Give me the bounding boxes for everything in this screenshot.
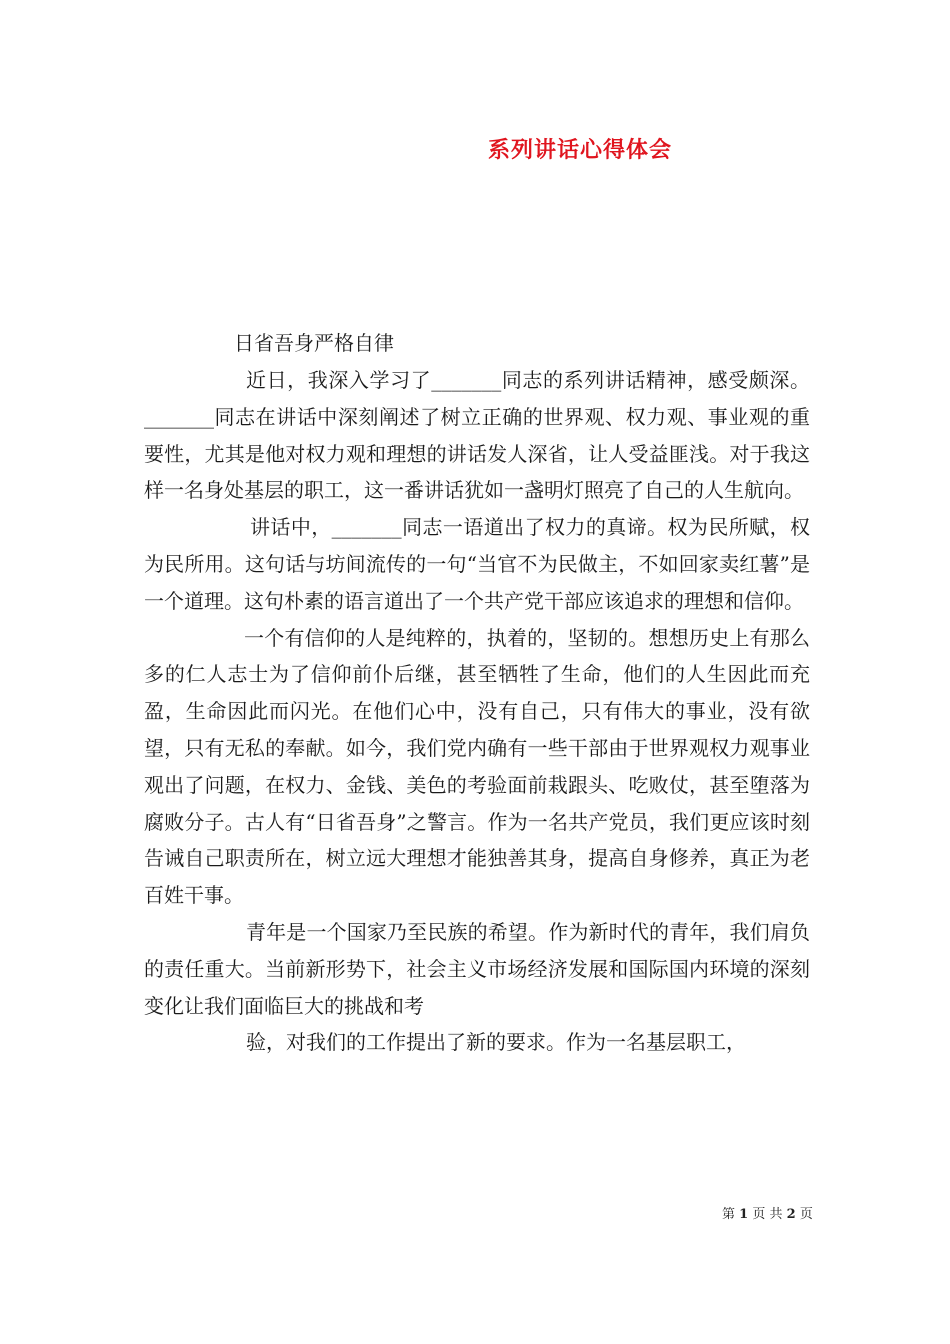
document-subtitle: 日省吾身严格自律 [234, 331, 394, 355]
paragraph-5: 验，对我们的工作提出了新的要求。作为一名基层职工， [246, 1030, 746, 1055]
page-footer [722, 1203, 813, 1222]
document-body [144, 362, 810, 1061]
footer-suffix: 页 [799, 1207, 813, 1222]
paragraph-2: 讲话中，_______同志一语道出了权力的真谛。权为民所赋，权为民所用。这句话与坊间流传的一句“当官不为民做主，不如回家卖红薯”是一个道理。这句朴素的语言道出了一个共产党干部应该追求的理想和信仰。 [144, 515, 810, 613]
document-title: 系列讲话心得体会 [488, 137, 673, 163]
paragraph-1: 近日，我深入学习了_______同志的系列讲话精神，感受颇深。_______同志在讲话中深刻阐述了树立正确的世界观、权力观、事业观的重要性，尤其是他对权力观和理想的讲话发人深省，让人受益匪浅。对于我这样一名身处基层的职工，这一番讲话犹如一盏明灯照亮了自己的人生航向。 [144, 368, 810, 503]
footer-total-pages: 2 [786, 1207, 796, 1222]
footer-middle: 页 共 [752, 1207, 783, 1222]
paragraph-4: 青年是一个国家乃至民族的希望。作为新时代的青年，我们肩负的责任重大。当前新形势下，社会主义市场经济发展和国际国内环境的深刻变化让我们面临巨大的挑战和考 [144, 919, 810, 1018]
footer-prefix: 第 [722, 1207, 736, 1222]
footer-page-number: 1 [739, 1207, 749, 1222]
paragraph-3: 一个有信仰的人是纯粹的，执着的，坚韧的。想想历史上有那么多的仁人志士为了信仰前仆后继，甚至牺牲了生命，他们的人生因此而充盈，生命因此而闪光。在他们心中，没有自己，只有伟大的事业，没有欲望，只有无私的奉献。如今，我们党内确有一些干部由于世界观权力观事业观出了问题，在权力、金钱、美色的考验面前栽跟头、吃败仗，甚至堕落为腐败分子。古人有“日省吾身”之警言。作为一名共产党员，我们更应该时刻告诫自己职责所在，树立远大理想才能独善其身，提高自身修养，真正为老百姓干事。 [144, 625, 810, 908]
